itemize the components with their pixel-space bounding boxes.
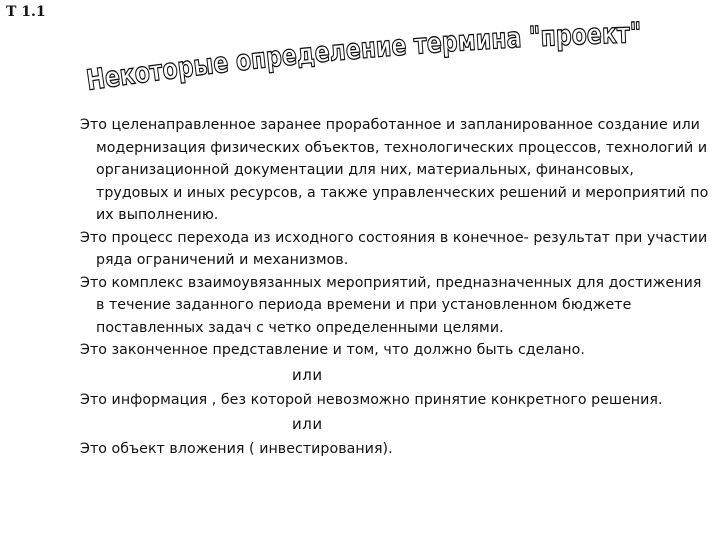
- definition-item: Это информация , без которой невозможно принятие конкретного решения.: [80, 391, 663, 408]
- definitions-list: [80, 114, 710, 461]
- definition-item: Это законченное представление и том, что должно быть сделано.: [80, 342, 585, 358]
- definition-item: Это комплекс взаимоувязанных мероприятий, предназначенных для достижения в течение заданного периода времени и при установленном бюджете поставленных задач с четко определенными целями.: [80, 274, 702, 336]
- title-text: Некоторые определение термина "проект": [84, 15, 645, 97]
- definition-item: Это объект вложения ( инвестирования).: [80, 441, 393, 457]
- or-separator: или: [292, 365, 323, 384]
- slide-title: [0, 0, 720, 110]
- svg-text:Некоторые определение термина: [84, 15, 645, 97]
- definition-item: Это процесс перехода из исходного состояния в конечное- результат при участии ряда ограничений и механизмов.: [80, 229, 708, 268]
- or-separator: или: [292, 415, 323, 433]
- slide-number: Т 1.1: [6, 4, 46, 20]
- definition-item: Это целенаправленное заранее проработанное и запланированное создание или модернизация физических объектов, технологических процессов, технологий и организационной документации для них, материальных, финансовых, трудовых и иных ресурсов, а также управленческих решений и мероприятий по их выполнению.: [80, 117, 709, 223]
